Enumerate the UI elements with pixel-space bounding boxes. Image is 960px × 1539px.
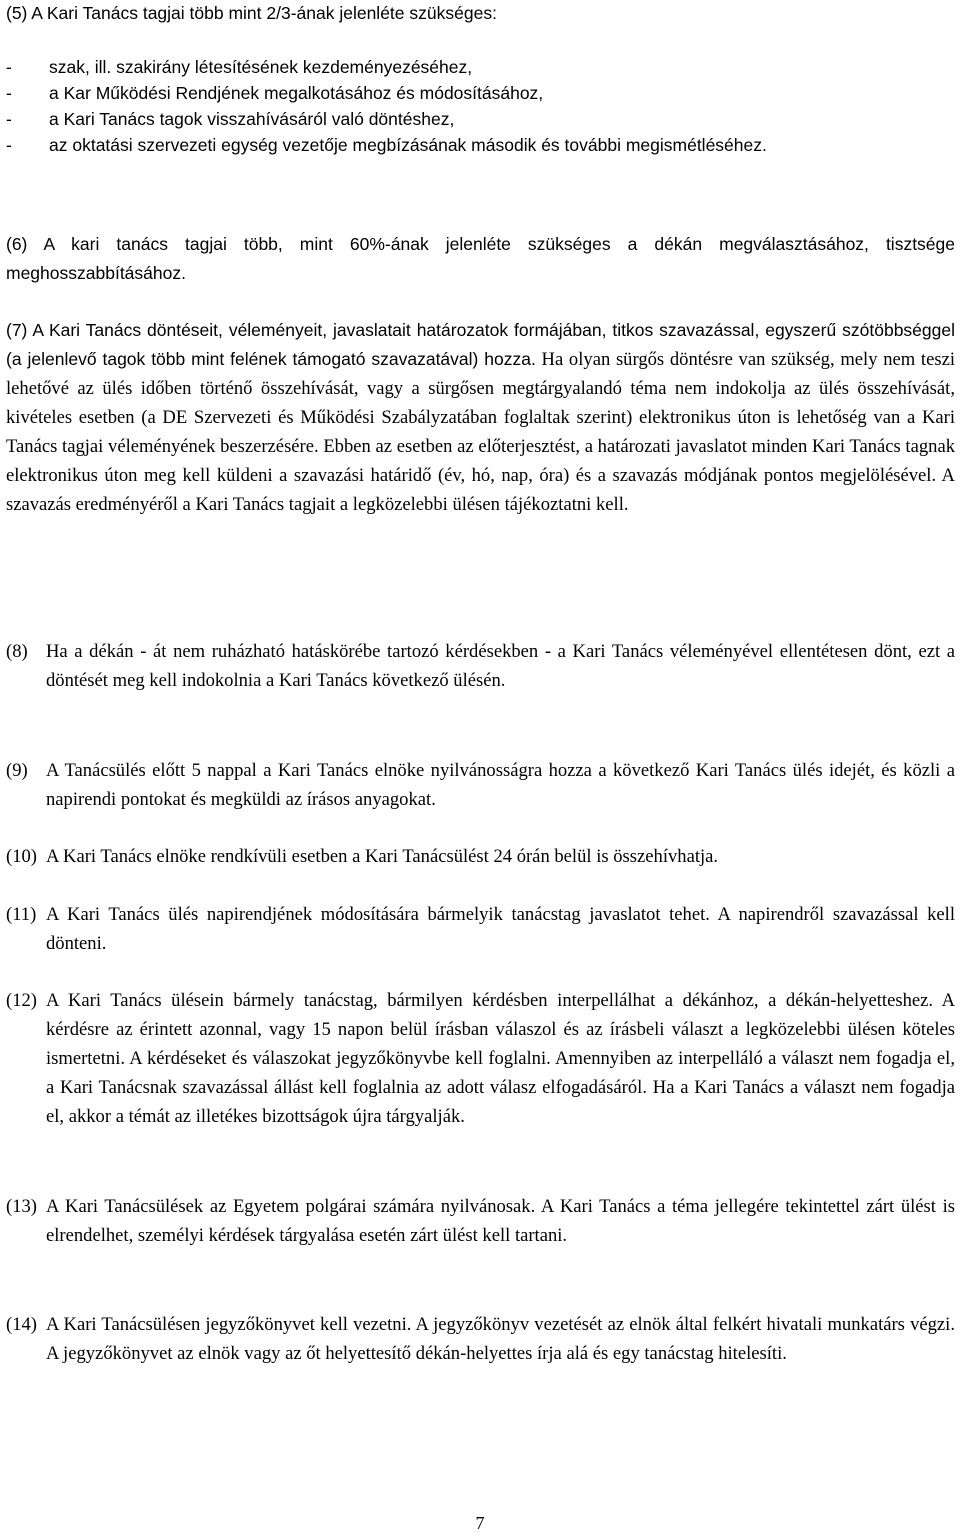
- paragraph-text: A Kari Tanács elnöke rendkívüli esetben a Kari Tanácsülést 24 órán belül is összehívhatja.: [46, 846, 719, 867]
- list-item: - a Kar Működési Rendjének megalkotásához és módosításához,: [6, 83, 544, 103]
- paragraph-14: [6, 1310, 955, 1368]
- paragraph-number: (11): [6, 904, 37, 925]
- paragraph-text: A Kari Tanács ülésein bármely tanácstag, bármilyen kérdésben interpellálhat a dékánhoz, a dékán-helyetteshez. A kérdésre az érintett azonnal, vagy 15 napon belül írásban válaszol és az írásbeli választ a legközelebbi ülésen köteles ismertetni. A kérdéseket és válaszokat jegyzőkönyvbe kell foglalni. Amennyiben az interpelláló a választ nem fogadja el, a Kari Tanácsnak szavazással állást kell foglalnia az adott válasz elfogadásáról. Ha a Kari Tanács a választ nem fogadja el, akkor a témát az illetékes bizottságok újra tárgyalják.: [46, 990, 955, 1127]
- paragraph-7-first-part: (7) A Kari Tanács döntéseit, véleményeit, javaslatait határozatok formájában, titkos szavazással, egyszerű szótöbbséggel (a jelenlevő tagok több mint felének támogató szavazatával) hozza.: [6, 320, 955, 369]
- paragraph-text: A Kari Tanács ülés napirendjének módosítására bármelyik tanácstag javaslatot tehet. A napirendről szavazással kell dönteni.: [46, 904, 955, 954]
- paragraph-6: (6) A kari tanács tagjai több, mint 60%-ának jelenléte szükséges a dékán megválasztásához, tisztsége meghosszabbításához.: [6, 234, 955, 283]
- paragraph-13: [6, 1192, 955, 1250]
- paragraph-text: A Kari Tanácsülésen jegyzőkönyvet kell vezetni. A jegyzőkönyv vezetését az elnök által felkért hivatali munkatárs végzi. A jegyzőkönyvet az elnök vagy az őt helyettesítő dékán-helyettes írja alá és egy tanácstag hitelesíti.: [46, 1314, 955, 1364]
- paragraph-number: (12): [6, 990, 37, 1011]
- paragraph-number: (8): [6, 641, 28, 662]
- paragraph-number: (13): [6, 1196, 37, 1217]
- paragraph-text: A Kari Tanácsülések az Egyetem polgárai számára nyilvánosak. A Kari Tanács a téma jellegére tekintettel zárt ülést is elrendelhet, személyi kérdések tárgyalása esetén zárt ülést kell tartani.: [46, 1196, 955, 1246]
- paragraph-8: [6, 637, 955, 695]
- paragraph-10: [6, 842, 955, 871]
- paragraph-5-lead: (5) A Kari Tanács tagjai több mint 2/3-ának jelenléte szükséges:: [6, 3, 497, 23]
- paragraph-text: A Tanácsülés előtt 5 nappal a Kari Tanács elnöke nyilvánosságra hozza a következő Kari Tanács ülés idejét, és közli a napirendi pontokat és megküldi az írásos anyagokat.: [46, 760, 955, 810]
- paragraph-number: (9): [6, 760, 28, 781]
- paragraph-number: (10): [6, 846, 37, 867]
- paragraph-7-second-part: Ha olyan sürgős döntésre van szükség, mely nem teszi lehetővé az ülés időben történő összehívását, vagy a sürgősen megtárgyalandó téma nem indokolja az ülés összehívását, kivételes esetben (a DE Szervezeti és Működési Szabályzatában foglaltak szerint) elektronikus úton is lehetőség van a Kari Tanács tagjai véleményének beszerzésére. Ebben az esetben az előterjesztést, a határozati javaslatot minden Kari Tanács tagnak elektronikus úton meg kell küldeni a szavazási határidő (év, hó, nap, óra) és a szavazás módjának pontos megjelölésével. A szavazás eredményéről a Kari Tanács tagjait a legközelebbi ülésen tájékoztatni kell.: [6, 349, 955, 515]
- paragraph-11: [6, 900, 955, 958]
- paragraph-7: [6, 316, 955, 519]
- paragraph-9: [6, 756, 955, 814]
- paragraph-12: [6, 986, 955, 1131]
- paragraph-5-list: [6, 54, 955, 158]
- list-item: - az oktatási szervezeti egység vezetője megbízásának második és további megismétléséhez.: [6, 135, 767, 155]
- list-item: - szak, ill. szakirány létesítésének kezdeményezéséhez,: [6, 57, 473, 77]
- paragraph-number: (14): [6, 1314, 37, 1335]
- paragraph-text: Ha a dékán - át nem ruházható hatáskörébe tartozó kérdésekben - a Kari Tanács véleményével ellentétesen dönt, ezt a döntését meg kell indokolnia a Kari Tanács következő ülésén.: [46, 641, 955, 691]
- page-number: 7: [475, 1513, 485, 1533]
- list-item: - a Kari Tanács tagok visszahívásáról való döntéshez,: [6, 109, 455, 129]
